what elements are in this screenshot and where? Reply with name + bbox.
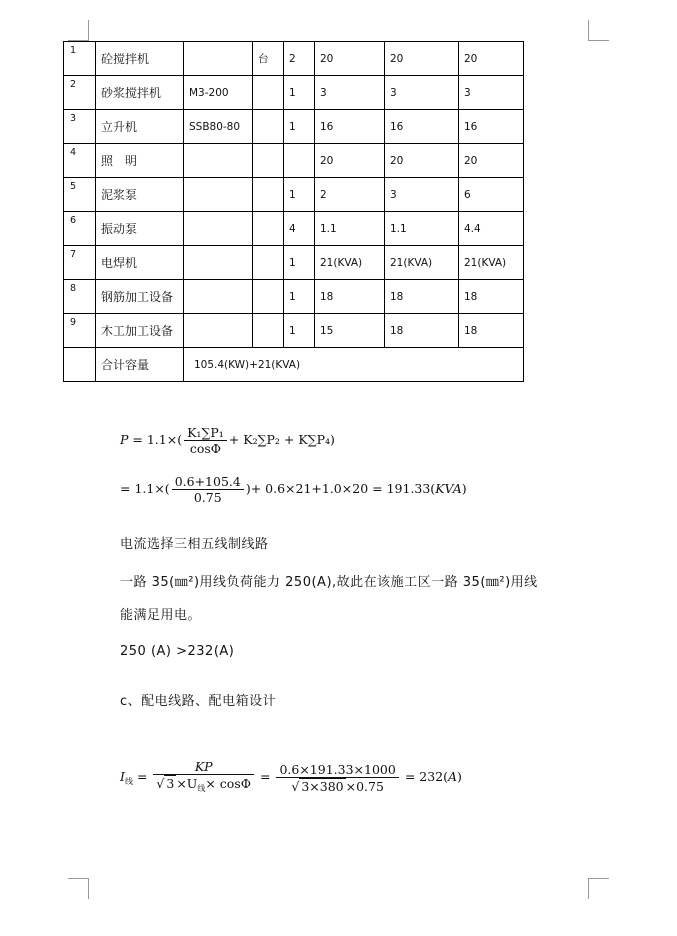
rated-power-3-cell bbox=[459, 314, 524, 348]
equipment-model-cell bbox=[184, 246, 253, 280]
equipment-model: M3-200 bbox=[189, 86, 229, 99]
equipment-model bbox=[184, 189, 189, 201]
equipment-table bbox=[63, 41, 524, 382]
rated-power-2-cell bbox=[385, 110, 459, 144]
table-row bbox=[64, 110, 524, 144]
current-denominator-symbolic: √ $3 \times U_线\times \cos\Phi$ bbox=[156, 776, 251, 793]
equipment-name: 泥浆泵 bbox=[101, 188, 138, 202]
kp-symbol: KP bbox=[194, 759, 213, 774]
rated-power-2: 20 bbox=[390, 52, 404, 65]
cable-capacity-line1: 一路 35(㎜²)用线负荷能力 250(A),故此在该施工区一路 35(㎜²)用线 bbox=[120, 575, 538, 590]
equipment-model bbox=[184, 257, 189, 269]
rated-power-2: 18 bbox=[390, 324, 404, 337]
rated-power-2-cell bbox=[385, 212, 459, 246]
equipment-name-cell bbox=[96, 42, 184, 76]
corner-mark-bottom-right bbox=[588, 878, 609, 899]
cable-capacity-line2: 能满足用电。 bbox=[120, 608, 202, 623]
load-calculation bbox=[120, 474, 467, 505]
row-index: 1 bbox=[70, 45, 77, 56]
equipment-name: 振动泵 bbox=[101, 222, 138, 236]
sqrt-3: 3 bbox=[166, 776, 175, 791]
rated-power-1: 20 bbox=[320, 52, 334, 65]
rated-power-1-cell bbox=[315, 246, 385, 280]
rated-power-3-cell bbox=[459, 280, 524, 314]
current-formula bbox=[120, 759, 462, 796]
equipment-quantity-cell bbox=[284, 144, 315, 178]
table-row bbox=[64, 314, 524, 348]
equipment-unit bbox=[253, 87, 258, 99]
equipment-unit-cell bbox=[253, 280, 284, 314]
equipment-model bbox=[184, 155, 189, 167]
rated-power-3-cell bbox=[459, 212, 524, 246]
rated-power-3: 20 bbox=[464, 154, 478, 167]
rated-power-3: 16 bbox=[464, 120, 478, 133]
equipment-name: 照 明 bbox=[101, 154, 138, 168]
rated-power-3: 18 bbox=[464, 324, 478, 337]
row-index: 9 bbox=[70, 317, 77, 328]
rated-power-3-cell bbox=[459, 246, 524, 280]
formula-lhs: P bbox=[120, 432, 129, 447]
equipment-model-cell bbox=[184, 76, 253, 110]
equipment-model-cell bbox=[184, 314, 253, 348]
row-index-cell bbox=[64, 246, 96, 280]
equipment-quantity-cell bbox=[284, 280, 315, 314]
row-index-cell bbox=[64, 110, 96, 144]
formula-tail: + K₂∑P₂ + K∑P₄) bbox=[228, 432, 335, 447]
calc-fraction bbox=[172, 474, 244, 505]
rated-power-1-cell bbox=[315, 42, 385, 76]
equipment-quantity bbox=[284, 155, 289, 167]
equipment-model bbox=[184, 325, 189, 337]
total-index-cell bbox=[64, 348, 96, 382]
equipment-quantity-cell bbox=[284, 212, 315, 246]
rated-power-1: 1.1 bbox=[320, 222, 337, 235]
rated-power-3: 6 bbox=[464, 188, 471, 201]
rated-power-2-cell bbox=[385, 178, 459, 212]
rated-power-1: 15 bbox=[320, 324, 334, 337]
equipment-unit bbox=[253, 223, 258, 235]
equipment-model bbox=[184, 53, 189, 65]
wiring-heading: 电流选择三相五线制线路 bbox=[120, 537, 269, 552]
table-row bbox=[64, 178, 524, 212]
formula-numerator: K₁∑P₁ bbox=[184, 425, 227, 441]
equipment-unit-cell bbox=[253, 42, 284, 76]
equipment-unit-cell bbox=[253, 76, 284, 110]
equipment-name-cell bbox=[96, 280, 184, 314]
equipment-table-body bbox=[64, 42, 524, 382]
calc-numerator: 0.6+105.4 bbox=[172, 474, 244, 490]
equipment-quantity: 1 bbox=[289, 290, 296, 303]
equipment-unit-cell bbox=[253, 212, 284, 246]
equipment-model-cell bbox=[184, 280, 253, 314]
row-index-cell bbox=[64, 144, 96, 178]
rated-power-1-cell bbox=[315, 76, 385, 110]
rated-power-3: 20 bbox=[464, 52, 478, 65]
equipment-quantity-cell bbox=[284, 42, 315, 76]
equipment-name-cell bbox=[96, 212, 184, 246]
row-index: 4 bbox=[70, 147, 77, 158]
calc-close: ) bbox=[461, 481, 467, 496]
row-index-cell bbox=[64, 42, 96, 76]
rated-power-1-cell bbox=[315, 110, 385, 144]
calc-denominator: 0.75 bbox=[193, 490, 222, 505]
equipment-quantity: 1 bbox=[289, 86, 296, 99]
equipment-unit-cell bbox=[253, 110, 284, 144]
equipment-name: 钢筋加工设备 bbox=[101, 290, 174, 304]
row-index: 8 bbox=[70, 283, 77, 294]
rated-power-1: 20 bbox=[320, 154, 334, 167]
equipment-model: SSB80-80 bbox=[189, 120, 241, 133]
section-heading-c: c、配电线路、配电箱设计 bbox=[120, 694, 277, 709]
row-index: 2 bbox=[70, 79, 77, 90]
equipment-name: 电焊机 bbox=[101, 256, 138, 270]
row-index-cell bbox=[64, 178, 96, 212]
equipment-unit-cell bbox=[253, 246, 284, 280]
table-row bbox=[64, 42, 524, 76]
u-sub: 线 bbox=[197, 784, 206, 793]
rated-power-3: 3 bbox=[464, 86, 471, 99]
equipment-name: 立升机 bbox=[101, 120, 138, 134]
equipment-name-cell bbox=[96, 314, 184, 348]
rated-power-2: 3 bbox=[390, 188, 397, 201]
formula-coef: = 1.1×( bbox=[132, 432, 183, 447]
rated-power-1: 21(KVA) bbox=[320, 256, 363, 269]
equipment-model bbox=[184, 291, 189, 303]
equipment-quantity: 1 bbox=[289, 256, 296, 269]
corner-mark-bottom-left bbox=[68, 878, 89, 899]
corner-mark-top-right bbox=[588, 20, 609, 41]
sqrt-3x380: 3×380 bbox=[301, 778, 344, 794]
total-label-cell bbox=[96, 348, 184, 382]
equipment-model-cell bbox=[184, 212, 253, 246]
current-lhs: I bbox=[120, 769, 125, 784]
rated-power-1: 16 bbox=[320, 120, 334, 133]
row-index-cell bbox=[64, 212, 96, 246]
equipment-unit bbox=[253, 155, 258, 167]
row-index: 7 bbox=[70, 249, 77, 260]
table-row bbox=[64, 212, 524, 246]
corner-mark-top-left bbox=[68, 20, 89, 41]
calc-unit: KVA bbox=[435, 481, 462, 496]
rated-power-3-cell bbox=[459, 144, 524, 178]
times-u: ×U bbox=[176, 776, 198, 791]
equipment-unit bbox=[253, 257, 258, 269]
rated-power-3: 21(KVA) bbox=[464, 256, 507, 269]
equipment-quantity: 4 bbox=[289, 222, 296, 235]
row-index-cell bbox=[64, 76, 96, 110]
rated-power-2: 18 bbox=[390, 290, 404, 303]
rated-power-2-cell bbox=[385, 314, 459, 348]
equipment-quantity: 1 bbox=[289, 188, 296, 201]
equipment-model-cell bbox=[184, 144, 253, 178]
equipment-quantity-cell bbox=[284, 110, 315, 144]
rated-power-3-cell bbox=[459, 178, 524, 212]
rated-power-2: 16 bbox=[390, 120, 404, 133]
load-formula bbox=[120, 425, 335, 456]
equipment-unit bbox=[253, 291, 258, 303]
equipment-unit bbox=[253, 189, 258, 201]
rated-power-3-cell bbox=[459, 42, 524, 76]
table-row bbox=[64, 280, 524, 314]
equipment-name-cell bbox=[96, 76, 184, 110]
rated-power-2: 21(KVA) bbox=[390, 256, 433, 269]
rated-power-3-cell bbox=[459, 110, 524, 144]
current-result-unit: A bbox=[448, 769, 458, 784]
equipment-unit: 台 bbox=[258, 53, 269, 65]
rated-power-1-cell bbox=[315, 178, 385, 212]
times-cos: × cosΦ bbox=[205, 776, 251, 791]
rated-power-2-cell bbox=[385, 246, 459, 280]
rated-power-1: 18 bbox=[320, 290, 334, 303]
equipment-model-cell bbox=[184, 110, 253, 144]
equipment-name: 砂浆搅拌机 bbox=[101, 86, 162, 100]
equals-sign: = bbox=[136, 769, 148, 784]
equipment-name-cell bbox=[96, 144, 184, 178]
current-lhs-sub: 线 bbox=[124, 777, 133, 786]
equipment-unit-cell bbox=[253, 314, 284, 348]
rated-power-2-cell bbox=[385, 42, 459, 76]
rated-power-1-cell bbox=[315, 212, 385, 246]
equipment-unit-cell bbox=[253, 144, 284, 178]
current-denominator-numeric: √ 3×380 ×0.75 bbox=[291, 778, 384, 794]
total-value: 105.4(KW)+21(KVA) bbox=[194, 358, 301, 371]
current-comparison: 250 (A) >232(A) bbox=[120, 644, 235, 659]
rated-power-1-cell bbox=[315, 314, 385, 348]
current-fraction-numeric bbox=[276, 762, 398, 794]
rated-power-2: 1.1 bbox=[390, 222, 407, 235]
equipment-unit-cell bbox=[253, 178, 284, 212]
equipment-model-cell bbox=[184, 178, 253, 212]
calc-lead: = 1.1×( bbox=[120, 481, 170, 496]
row-index: 5 bbox=[70, 181, 77, 192]
row-index-cell bbox=[64, 280, 96, 314]
equipment-quantity: 1 bbox=[289, 324, 296, 337]
table-row bbox=[64, 144, 524, 178]
equipment-quantity: 2 bbox=[289, 52, 296, 65]
equipment-quantity-cell bbox=[284, 76, 315, 110]
table-row bbox=[64, 76, 524, 110]
row-index: 6 bbox=[70, 215, 77, 226]
rated-power-1-cell bbox=[315, 280, 385, 314]
equipment-unit bbox=[253, 121, 258, 133]
equipment-name-cell bbox=[96, 110, 184, 144]
rated-power-3: 18 bbox=[464, 290, 478, 303]
equipment-quantity-cell bbox=[284, 178, 315, 212]
rated-power-2-cell bbox=[385, 280, 459, 314]
equipment-name: 砼搅拌机 bbox=[101, 52, 150, 66]
current-result-close: ) bbox=[457, 769, 462, 784]
equipment-name: 木工加工设备 bbox=[101, 324, 174, 338]
rated-power-1-cell bbox=[315, 144, 385, 178]
total-row bbox=[64, 348, 524, 382]
current-result: = 232( bbox=[404, 769, 448, 784]
current-numerator-symbolic bbox=[153, 759, 254, 775]
equals-sign-2: = bbox=[259, 769, 271, 784]
rated-power-1: 2 bbox=[320, 188, 327, 201]
current-numerator-numeric: 0.6×191.33×1000 bbox=[276, 762, 398, 778]
equipment-name-cell bbox=[96, 178, 184, 212]
rated-power-2-cell bbox=[385, 76, 459, 110]
equipment-quantity-cell bbox=[284, 314, 315, 348]
equipment-model bbox=[184, 223, 189, 235]
rated-power-3-cell bbox=[459, 76, 524, 110]
equipment-unit bbox=[253, 325, 258, 337]
total-label: 合计容量 bbox=[101, 358, 150, 372]
equipment-quantity: 1 bbox=[289, 120, 296, 133]
rated-power-2: 3 bbox=[390, 86, 397, 99]
total-value-cell bbox=[184, 348, 524, 382]
equipment-model-cell bbox=[184, 42, 253, 76]
equipment-quantity-cell bbox=[284, 246, 315, 280]
rated-power-1: 3 bbox=[320, 86, 327, 99]
equipment-name-cell bbox=[96, 246, 184, 280]
calc-tail: )+ 0.6×21+1.0×20 = 191.33( bbox=[245, 481, 436, 496]
rated-power-2: 20 bbox=[390, 154, 404, 167]
table-row bbox=[64, 246, 524, 280]
current-fraction-symbolic bbox=[153, 759, 254, 796]
formula-denominator: cosΦ bbox=[189, 441, 222, 456]
formula-fraction bbox=[184, 425, 227, 456]
times-075: ×0.75 bbox=[345, 778, 384, 794]
row-index-cell bbox=[64, 314, 96, 348]
rated-power-2-cell bbox=[385, 144, 459, 178]
rated-power-3: 4.4 bbox=[464, 222, 481, 235]
row-index: 3 bbox=[70, 113, 77, 124]
